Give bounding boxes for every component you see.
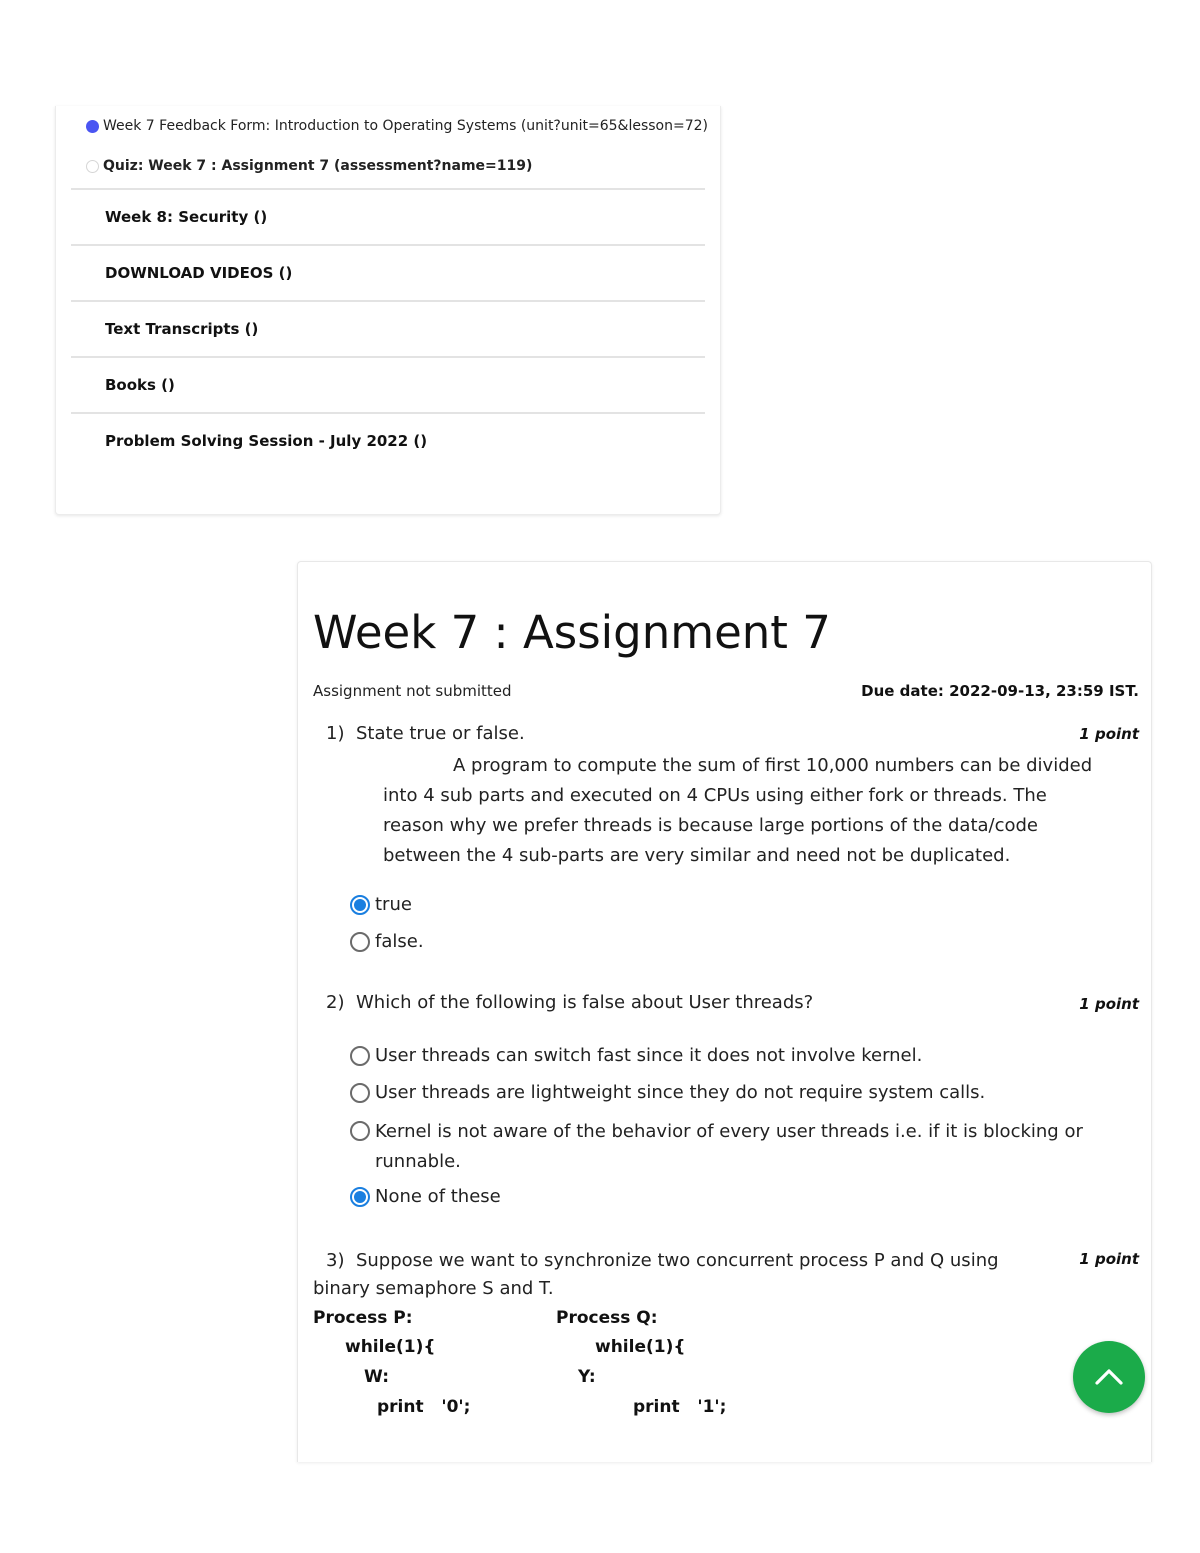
code-process-q-wait: Y: [578, 1367, 596, 1387]
option-label: User threads can switch fast since it does not involve kernel. [375, 1045, 923, 1066]
option-label: None of these [375, 1186, 501, 1207]
radio-icon[interactable] [350, 932, 370, 952]
code-process-p-wait: W: [364, 1367, 390, 1387]
lesson-item-feedback-form[interactable] [86, 118, 708, 134]
lesson-label: Quiz: Week 7 : Assignment 7 (assessment?name=119) [103, 158, 533, 174]
code-process-p-loop: while(1){ [345, 1337, 436, 1357]
option-label: Kernel is not aware of the behavior of every user threads i.e. if it is blocking or runnable. [375, 1121, 1083, 1172]
not-started-dot-icon [86, 160, 99, 173]
question-2-points: 1 point [1079, 995, 1139, 1013]
option-label: false. [375, 931, 424, 952]
radio-selected-icon[interactable] [350, 895, 370, 915]
q1-option-false[interactable] [350, 931, 424, 952]
q2-option-2[interactable] [350, 1082, 985, 1103]
question-number: 2) [326, 992, 345, 1013]
question-text: State true or false. [356, 723, 525, 744]
code-process-q-loop: while(1){ [595, 1337, 686, 1357]
page-title: Week 7 : Assignment 7 [313, 606, 831, 659]
lesson-label: Week 7 Feedback Form: Introduction to Operating Systems (unit?unit=65&lesson=72) [103, 118, 708, 134]
course-outline-card [55, 106, 721, 515]
submission-status: Assignment not submitted [313, 682, 512, 700]
due-date-label: Due date: [861, 682, 944, 700]
radio-icon[interactable] [350, 1083, 370, 1103]
radio-selected-icon[interactable] [350, 1187, 370, 1207]
question-text: Suppose we want to synchronize two concurrent process P and Q using binary semaphore S and T. [313, 1250, 999, 1299]
question-1-points: 1 point [1079, 725, 1139, 743]
unit-label: Books () [105, 375, 175, 394]
question-number: 1) [326, 723, 345, 744]
code-process-p-header: Process P: [313, 1308, 413, 1328]
scroll-to-top-button[interactable] [1073, 1341, 1145, 1413]
question-1-body [383, 751, 1113, 871]
question-2-prompt [326, 992, 813, 1013]
radio-icon[interactable] [350, 1121, 370, 1141]
due-date [861, 682, 1139, 700]
q2-option-4[interactable] [350, 1186, 501, 1207]
q2-option-1[interactable] [350, 1045, 922, 1066]
q1-option-true[interactable] [350, 894, 412, 915]
due-date-value: 2022-09-13, 23:59 IST. [949, 682, 1139, 700]
question-text: Which of the following is false about User threads? [356, 992, 814, 1013]
code-process-p-print: print '0'; [377, 1397, 471, 1417]
question-3-points: 1 point [1079, 1250, 1139, 1268]
question-body-text: A program to compute the sum of first 10,000 numbers can be divided into 4 sub parts and executed on 4 CPUs using either fork or threads. The reason why we prefer threads is because large portions of the data/code between the 4 sub-parts are very similar and need not be duplicated. [383, 755, 1093, 866]
chevron-up-icon [1091, 1359, 1127, 1395]
assignment-card [297, 561, 1152, 1462]
unit-week-8-security[interactable] [71, 188, 705, 243]
question-3-prompt [313, 1247, 1053, 1303]
unit-label: Week 8: Security () [105, 207, 268, 226]
code-process-q-header: Process Q: [556, 1308, 658, 1328]
code-process-q-print: print '1'; [633, 1397, 727, 1417]
unit-label: Text Transcripts () [105, 319, 259, 338]
lesson-item-quiz[interactable] [86, 158, 532, 174]
q2-option-3[interactable] [350, 1117, 1090, 1177]
unit-books[interactable] [71, 356, 705, 411]
option-label: User threads are lightweight since they do not require system calls. [375, 1082, 986, 1103]
unit-label: DOWNLOAD VIDEOS () [105, 263, 293, 282]
unit-download-videos[interactable] [71, 244, 705, 299]
unit-text-transcripts[interactable] [71, 300, 705, 355]
unit-problem-solving-session[interactable] [71, 412, 705, 467]
question-1-prompt [326, 723, 525, 744]
radio-icon[interactable] [350, 1046, 370, 1066]
question-number: 3) [326, 1250, 345, 1271]
completed-dot-icon [86, 120, 99, 133]
unit-label: Problem Solving Session - July 2022 () [105, 431, 428, 450]
option-label: true [375, 894, 412, 915]
